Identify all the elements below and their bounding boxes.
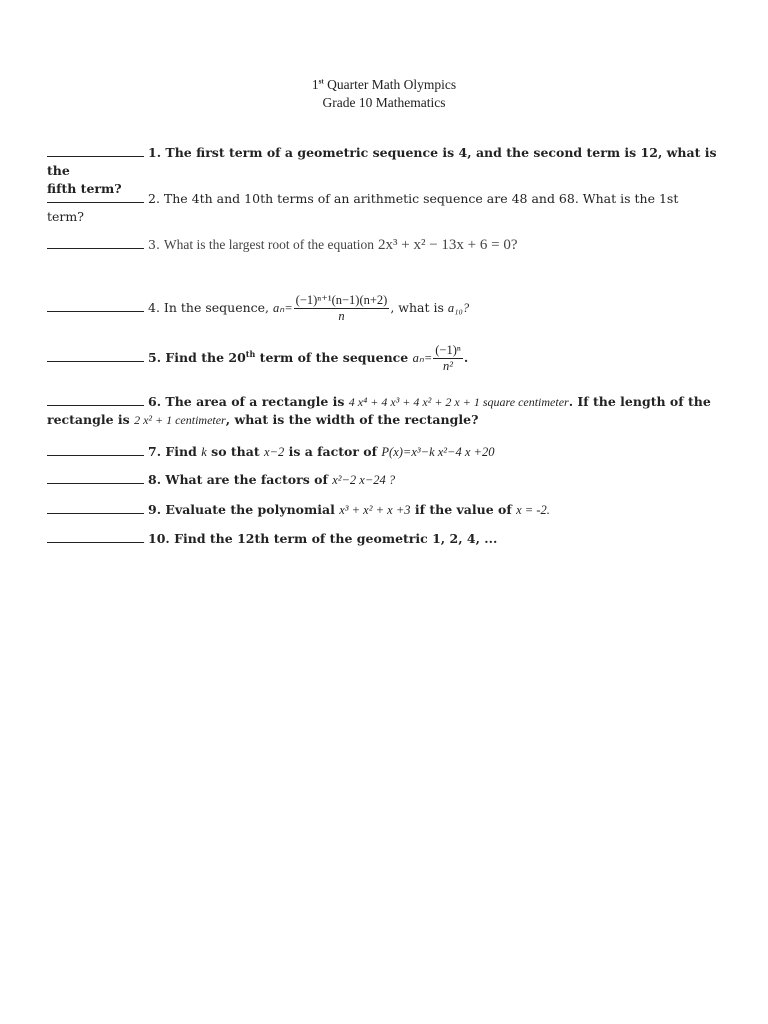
question-2 [47,190,717,226]
question-text: Find the 12th term of the geometric 1, 2, 4, ... [174,531,498,546]
answer-blank-8[interactable] [47,472,144,484]
question-text-cont: so that [211,444,260,459]
worksheet-subtitle: Grade 10 Mathematics [322,95,446,110]
answer-blank-1[interactable] [47,145,144,157]
question-tail: . [463,350,469,365]
fraction [433,343,463,374]
variable-k: k [201,445,207,459]
question-7 [47,443,717,461]
question-text: Evaluate the polynomial [165,502,335,517]
target-term: a₁₀? [447,301,470,315]
numerator: (−1)ⁿ⁺¹(n−1)(n+2) [295,293,388,307]
length-expression: 2 x² + 1 centimeter [134,413,226,427]
answer-blank-6[interactable] [47,394,144,406]
expression: x²−2 x−24 ? [332,473,396,487]
question-text-cont: . If the length of the [568,394,711,409]
sequence-lhs: aₙ= [273,301,293,315]
worksheet-title [0,77,768,93]
question-8 [47,471,717,489]
title-ordinal: st [318,77,324,86]
question-text: Find [165,444,197,459]
question-number: 10. [148,531,170,546]
denominator: n² [443,359,454,373]
factor-expression: x−2 [263,445,285,459]
question-text-cont: fifth term? [47,181,122,196]
answer-blank-5[interactable] [47,350,144,362]
question-number: 8. [148,472,162,487]
question-text-cont-2: is a factor of [288,444,378,459]
question-text-cont: if the value of [414,502,512,517]
question-10 [47,530,717,548]
question-6 [47,393,717,429]
question-number: 2. [148,191,160,206]
answer-blank-2[interactable] [47,191,144,203]
question-text-cont: term? [47,209,84,224]
answer-blank-4[interactable] [47,300,144,312]
question-3 [47,236,717,254]
question-number: 5. [148,350,162,365]
question-text: The first term of a geometric sequence is 4, and the second term is 12, what is the [47,145,717,178]
question-text-cont-3: , what is the width of the rectangle? [225,412,479,427]
question-tail: , what is [390,300,444,315]
question-9 [47,501,717,519]
question-text-cont: term of the sequence [259,350,409,365]
polynomial-expression: P(x)=x³−k x²−4 x +20 [381,445,495,459]
ordinal-suffix: th [245,348,256,359]
x-value: x = -2. [516,503,550,517]
question-text: What are the factors of [165,472,328,487]
question-text: What is the largest root of the equation [163,237,374,252]
question-number: 7. [148,444,162,459]
question-number: 4. [148,300,160,315]
question-text: The 4th and 10th terms of an arithmetic sequence are 48 and 68. What is the 1st [163,191,679,206]
answer-blank-7[interactable] [47,444,144,456]
question-number: 6. [148,394,162,409]
answer-blank-9[interactable] [47,502,144,514]
question-number: 9. [148,502,162,517]
title-number: 1 [311,77,319,92]
question-text: In the sequence, [163,300,270,315]
fraction [294,293,390,324]
question-number: 3. [148,237,160,252]
question-text: The area of a rectangle is [165,394,345,409]
answer-blank-3[interactable] [47,237,144,249]
denominator: n [338,309,345,323]
question-text-cont-2: rectangle is [47,412,130,427]
title-text: Quarter Math Olympics [327,77,457,92]
polynomial-expression: x³ + x² + x +3 [339,503,411,517]
equation: 2x³ + x² − 13x + 6 = 0? [377,237,518,253]
answer-blank-10[interactable] [47,531,144,543]
question-text: Find the 20 [165,350,246,365]
question-5 [47,343,717,374]
question-number: 1. [148,145,162,160]
question-4 [47,293,717,324]
sequence-lhs: aₙ= [412,351,433,365]
area-expression: 4 x⁴ + 4 x³ + 4 x² + 2 x + 1 square centimeter [348,395,569,409]
numerator: (−1)ⁿ [435,343,461,357]
